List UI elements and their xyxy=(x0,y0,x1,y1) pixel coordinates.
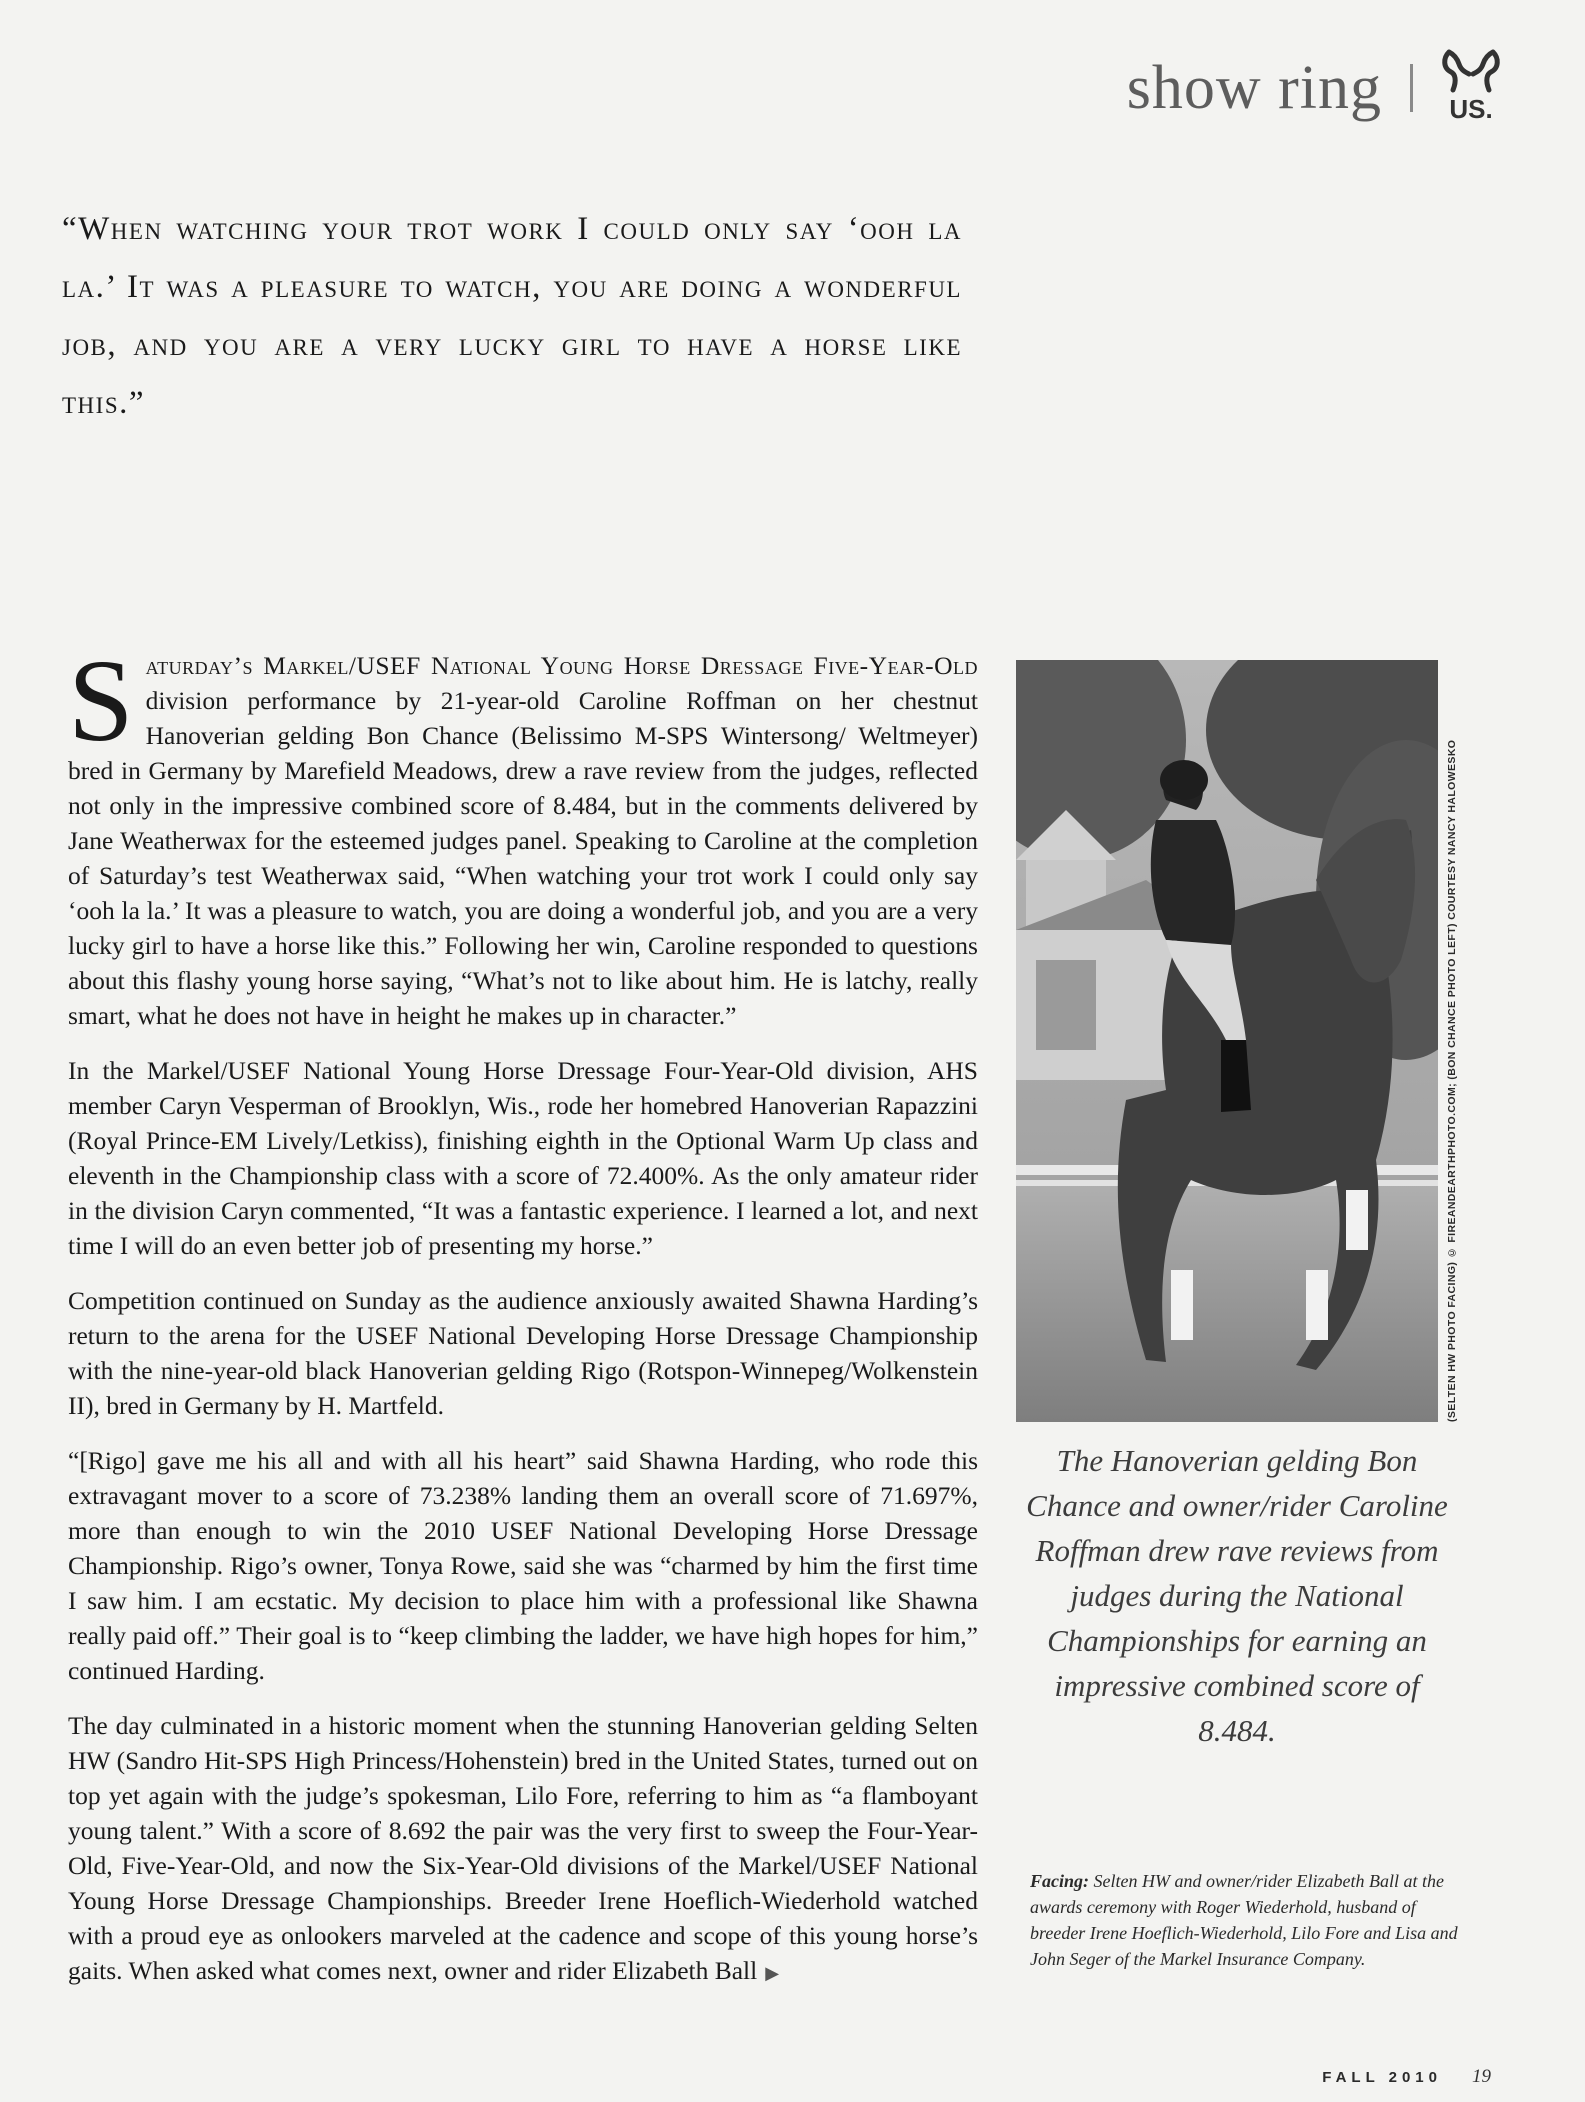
issue-label: FALL 2010 xyxy=(1322,2069,1442,2086)
pull-quote xyxy=(62,200,962,432)
triangle-right-icon: ▶ xyxy=(765,1962,780,1983)
horse-rider-photo xyxy=(1016,660,1438,1422)
logo-text: US. xyxy=(1449,94,1493,124)
article-paragraph-3: Competition continued on Sunday as the audience anxiously awaited Shawna Harding’s return to the arena for the USEF National Developing Horse Dressage Championship with the nine-year-old black Hanoverian gelding Rigo (Rotspon-Winnepeg/Wolkenstein II), bred in Germany by H. Martfeld. xyxy=(68,1286,978,1420)
photo-caption-text: The Hanoverian gelding Bon Chance and owner/rider Caroline Roffman drew rave reviews from judges during the National Championships for earning an impressive combined score of 8.484. xyxy=(1026,1443,1448,1748)
page-number: 19 xyxy=(1472,2066,1491,2087)
article-paragraph-5 xyxy=(68,1708,978,1991)
pull-quote-text: “When watching your trot work I could only say ‘ooh la la.’ It was a pleasure to watch, you are doing a wonderful job, and you are a very lucky girl to have a horse like this.” xyxy=(62,211,962,421)
paragraph-1-text: division performance by 21-year-old Caroline Roffman on her chestnut Hanoverian gelding Bon Chance (Belissimo M-SPS Wintersong/ Weltmeyer) bred in Germany by Marefield Meadows, drew a rave review from the judges, reflected not only in the impressive combined score of 8.484, but in the comments delivered by Jane Weatherwax for the esteemed judges panel. Speaking to Caroline at the completion of Saturday’s test Weatherwax said, “When watching your trot work I could only say ‘ooh la la.’ It was a pleasure to watch, you are doing a wonderful job, and you are a very lucky girl to have a horse like this.” Following her win, Caroline responded to questions about this flashy young horse saying, “What’s not to like about him. He is latchy, really smart, what he does not have in height he makes up in character.” xyxy=(68,686,978,1030)
drop-cap: S xyxy=(68,635,134,766)
page-footer xyxy=(1322,2066,1491,2088)
photo-illustration xyxy=(1016,660,1438,1422)
lead-in: aturday’s Markel/USEF National Young Horse Dressage Five-Year-Old xyxy=(145,651,978,680)
ahs-logo xyxy=(1435,48,1507,128)
header-divider xyxy=(1410,64,1413,112)
horse-heads-icon xyxy=(1439,48,1503,94)
article-body xyxy=(68,635,978,2011)
photo-credit: (SELTEN HW PHOTO FACING) © FIREANDEARTHPHOTO.COM; (BON CHANCE PHOTO LEFT) COURTESY NANCY HALOWESKO xyxy=(1446,739,1458,1422)
article-paragraph-1 xyxy=(68,635,978,1033)
article-paragraph-2: In the Markel/USEF National Young Horse Dressage Four-Year-Old division, AHS member Caryn Vesperman of Brooklyn, Wis., rode her homebred Hanoverian Rapazzini (Royal Prince-EM Lively/Letkiss), finishing eighth in the Optional Warm Up class and eleventh in the Championship class with a score of 72.400%. As the only amateur rider in the division Caryn commented, “It was a fantastic experience. I learned a lot, and next time I will do an even better job of presenting my horse.” xyxy=(68,1056,978,1260)
facing-caption xyxy=(1030,1868,1470,1972)
photo-caption xyxy=(1012,1438,1462,1753)
facing-label: Facing: xyxy=(1030,1871,1090,1891)
section-header xyxy=(1127,48,1507,128)
article-paragraph-4: “[Rigo] gave me his all and with all his heart” said Shawna Harding, who rode this extravagant mover to a score of 73.238% landing them an overall score of 71.697%, more than enough to win the 2010 USEF National Developing Horse Dressage Championship. Rigo’s owner, Tonya Rowe, said she was “charmed by him the first time I saw him. I am ecstatic. My decision to place him with a professional like Shawna really paid off.” Their goal is to “keep climbing the ladder, we have high hopes for him,” continued Harding. xyxy=(68,1446,978,1685)
paragraph-5-text: The day culminated in a historic moment when the stunning Hanoverian gelding Selten HW (Sandro Hit-SPS High Princess/Hohenstein) bred in the United States, turned out on top yet again with the judge’s spokesman, Lilo Fore, referring to him as “a flamboyant young talent.” With a score of 8.692 the pair was the very first to sweep the Four-Year-Old, Five-Year-Old, and now the Six-Year-Old divisions of the Markel/USEF National Young Horse Dressage Championships. Breeder Irene Hoeflich-Wiederhold watched with a proud eye as onlookers marveled at the cadence and scope of this young horse’s gaits. When asked what comes next, owner and rider Elizabeth Ball xyxy=(68,1711,978,1985)
facing-caption-text: Selten HW and owner/rider Elizabeth Ball at the awards ceremony with Roger Wiederhold, husband of breeder Irene Hoeflich-Wiederhold, Lilo Fore and Lisa and John Seger of the Markel Insurance Company. xyxy=(1030,1871,1458,1969)
section-title: show ring xyxy=(1126,54,1382,122)
